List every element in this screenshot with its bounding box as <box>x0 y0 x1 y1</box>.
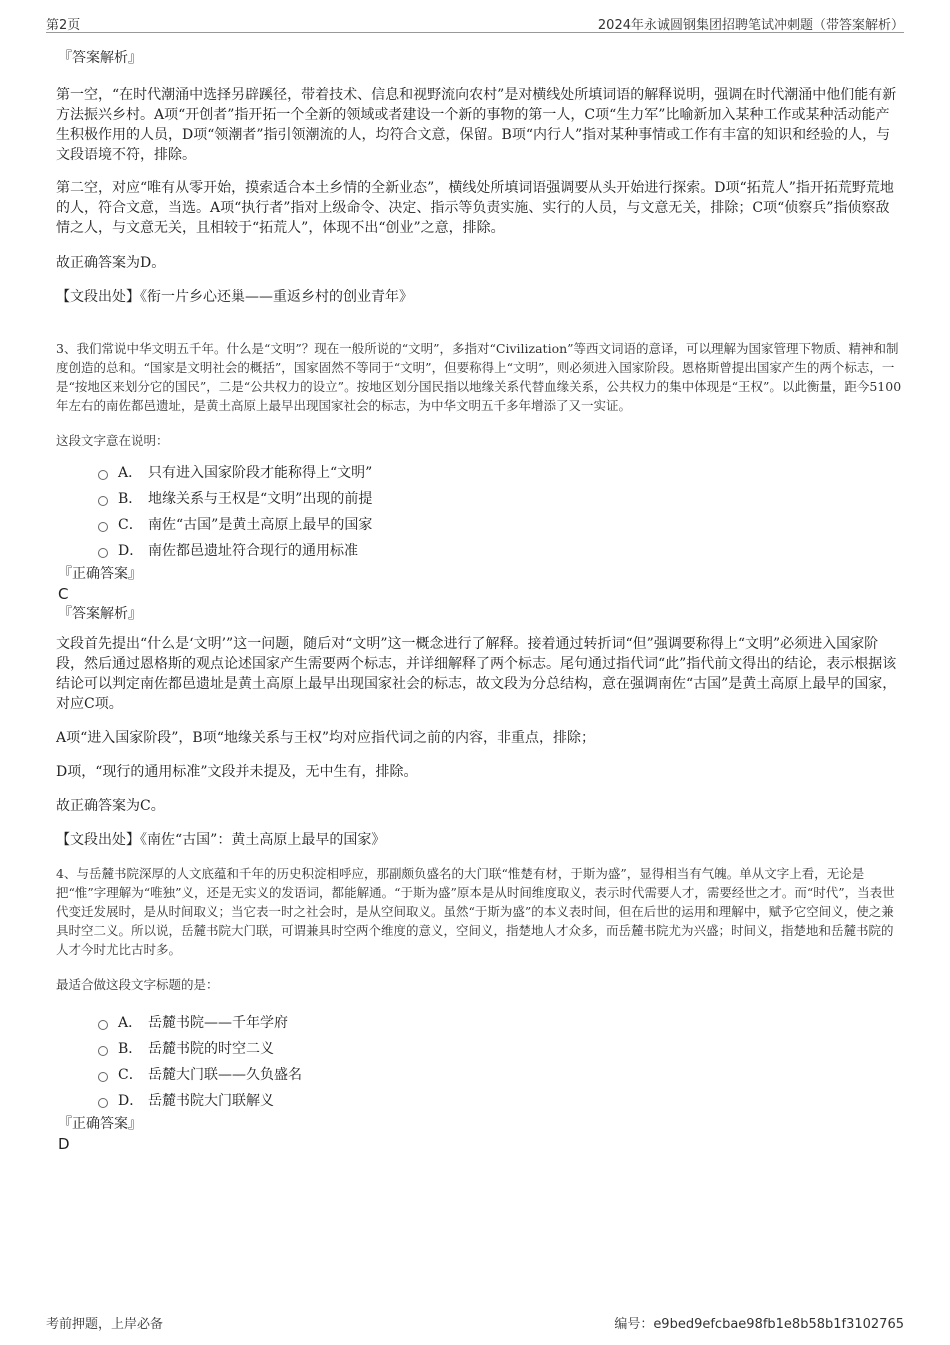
page-header <box>46 14 904 33</box>
option-b[interactable]: B． 地缘关系与王权是“文明”出现的前提 <box>98 486 902 512</box>
radio-button-icon[interactable] <box>98 1020 108 1030</box>
question-3-options <box>98 460 902 564</box>
option-b[interactable]: B． 岳麓书院的时空二义 <box>98 1036 902 1062</box>
page-number: 第2页 <box>46 18 81 33</box>
question-3-text: 3、我们常说中华文明五千年。什么是“文明”？现在一般所说的“文明”，多指对“Civilization”等西文词语的意译，可以理解为国家管理下物质、精神和制度创造的总和。“国家是文明社会的概括”，国家固然不等同于“文明”，但要称得上“文明”，则必须进入国家阶段。恩格斯曾提出国家产生的两个标志，一是“按地区来划分它的国民”，二是“公共权力的设立”。按地区划分国民指以地缘关系代替血缘关系，公共权力的集中体现是“王权”。以此衡量，距今5100年左右的南佐都邑遗址，是黄土高原上最早出现国家社会的标志，为中华文明五千多年增添了又一实证。 <box>56 341 902 413</box>
correct-answer-label: 『正确答案』 <box>58 1116 142 1132</box>
analysis-paragraph: A项“进入国家阶段”，B项“地缘关系与王权”均对应指代词之前的内容，非重点，排除； <box>56 730 596 746</box>
analysis-conclusion: 故正确答案为C。 <box>56 798 165 814</box>
question-4-text: 4、与岳麓书院深厚的人文底蕴和千年的历史积淀相呼应，那副颇负盛名的大门联“惟楚有材，于斯为盛”，显得相当有气魄。单从文字上看，无论是把“惟”字理解为“唯独”义，还是无实义的发语词，都能解通。“于斯为盛”原本是从时间维度取义，表示时代需要人才，需要经世之才。而“时代”，当表世代变迁发展时，是从时间取义；当它表一时之社会时，是从空间取义。虽然“于斯为盛”的本义表时间，但在后世的运用和理解中，赋予它空间义，使之兼具时空二义。所以说，岳麓书院大门联，可谓兼具时空两个维度的意义，空间义，指楚地人才众多，而岳麓书院尤为兴盛；时间义，指楚地和岳麓书院的人才今时尤比古时多。 <box>56 866 895 957</box>
question-4-options <box>98 1010 902 1114</box>
correct-answer: C <box>58 585 69 603</box>
option-d[interactable]: D． 南佐都邑遗址符合现行的通用标准 <box>98 538 902 564</box>
question-3-prompt: 这段文字意在说明： <box>56 433 169 448</box>
radio-button-icon[interactable] <box>98 548 108 558</box>
document-body <box>56 44 902 1154</box>
document-code: 编号：e9bed9efcbae98fb1e8b58b1f3102765 <box>614 1317 904 1332</box>
analysis-conclusion: 故正确答案为D。 <box>56 255 166 271</box>
radio-button-icon[interactable] <box>98 496 108 506</box>
option-c[interactable]: C． 岳麓大门联——久负盛名 <box>98 1062 902 1088</box>
radio-button-icon[interactable] <box>98 1098 108 1108</box>
radio-button-icon[interactable] <box>98 470 108 480</box>
footer-note: 考前押题，上岸必备 <box>46 1317 164 1332</box>
analysis-paragraph: 文段首先提出“什么是‘文明’”这一问题，随后对“文明”这一概念进行了解释。接着通过转折词“但”强调要称得上“文明”必须进入国家阶段，然后通过恩格斯的观点论述国家产生需要两个标志，并详细解释了两个标志。尾句通过指代词“此”指代前文得出的结论，表示根据该结论可以判定南佐都邑遗址是黄土高原上最早出现国家社会的标志，故文段为分总结构，意在强调南佐“古国”是黄土高原上最早的国家，对应C项。 <box>56 636 897 712</box>
analysis-paragraph: D项，“现行的通用标准”文段并未提及，无中生有，排除。 <box>56 764 418 780</box>
radio-button-icon[interactable] <box>98 1072 108 1082</box>
analysis-paragraph: 第一空，“在时代潮涌中选择另辟蹊径，带着技术、信息和视野流向农村”是对横线处所填词语的解释说明，强调在时代潮涌中他们能有新方法振兴乡村。A项“开创者”指开拓一个全新的领域或者建设一个新的事物的第一人，C项“生力军”比喻新加入某种工作或某种活动能产生积极作用的人员，D项“领潮者”指引领潮流的人，均符合文意，保留。B项“内行人”指对某种事情或工作有丰富的知识和经验的人，与文段语境不符，排除。 <box>56 87 897 163</box>
radio-button-icon[interactable] <box>98 522 108 532</box>
option-a[interactable]: A． 只有进入国家阶段才能称得上“文明” <box>98 460 902 486</box>
option-a[interactable]: A． 岳麓书院——千年学府 <box>98 1010 902 1036</box>
option-d[interactable]: D． 岳麓书院大门联解义 <box>98 1088 902 1114</box>
option-c[interactable]: C． 南佐“古国”是黄土高原上最早的国家 <box>98 512 902 538</box>
correct-answer-label: 『正确答案』 <box>58 566 142 582</box>
document-title: 2024年永诚圆钢集团招聘笔试冲刺题（带答案解析） <box>597 18 904 33</box>
radio-button-icon[interactable] <box>98 1046 108 1056</box>
passage-source: 【文段出处】《南佐“古国”：黄土高原上最早的国家》 <box>56 832 386 848</box>
correct-answer: D <box>58 1135 70 1153</box>
analysis-label: 『答案解析』 <box>58 606 142 622</box>
analysis-label: 『答案解析』 <box>58 50 142 66</box>
question-4-prompt: 最适合做这段文字标题的是： <box>56 977 219 992</box>
page-footer <box>46 1313 904 1333</box>
analysis-paragraph: 第二空，对应“唯有从零开始，摸索适合本土乡情的全新业态”，横线处所填词语强调要从头开始进行探索。D项“拓荒人”指开拓荒野荒地的人，符合文意，当选。A项“执行者”指对上级命令、决定、指示等负责实施、实行的人员，与文意无关，排除；C项“侦察兵”指侦察敌情之人，与文意无关，且相较于“拓荒人”，体现不出“创业”之意，排除。 <box>56 180 894 236</box>
passage-source: 【文段出处】《衔一片乡心还巢——重返乡村的创业青年》 <box>56 289 413 305</box>
